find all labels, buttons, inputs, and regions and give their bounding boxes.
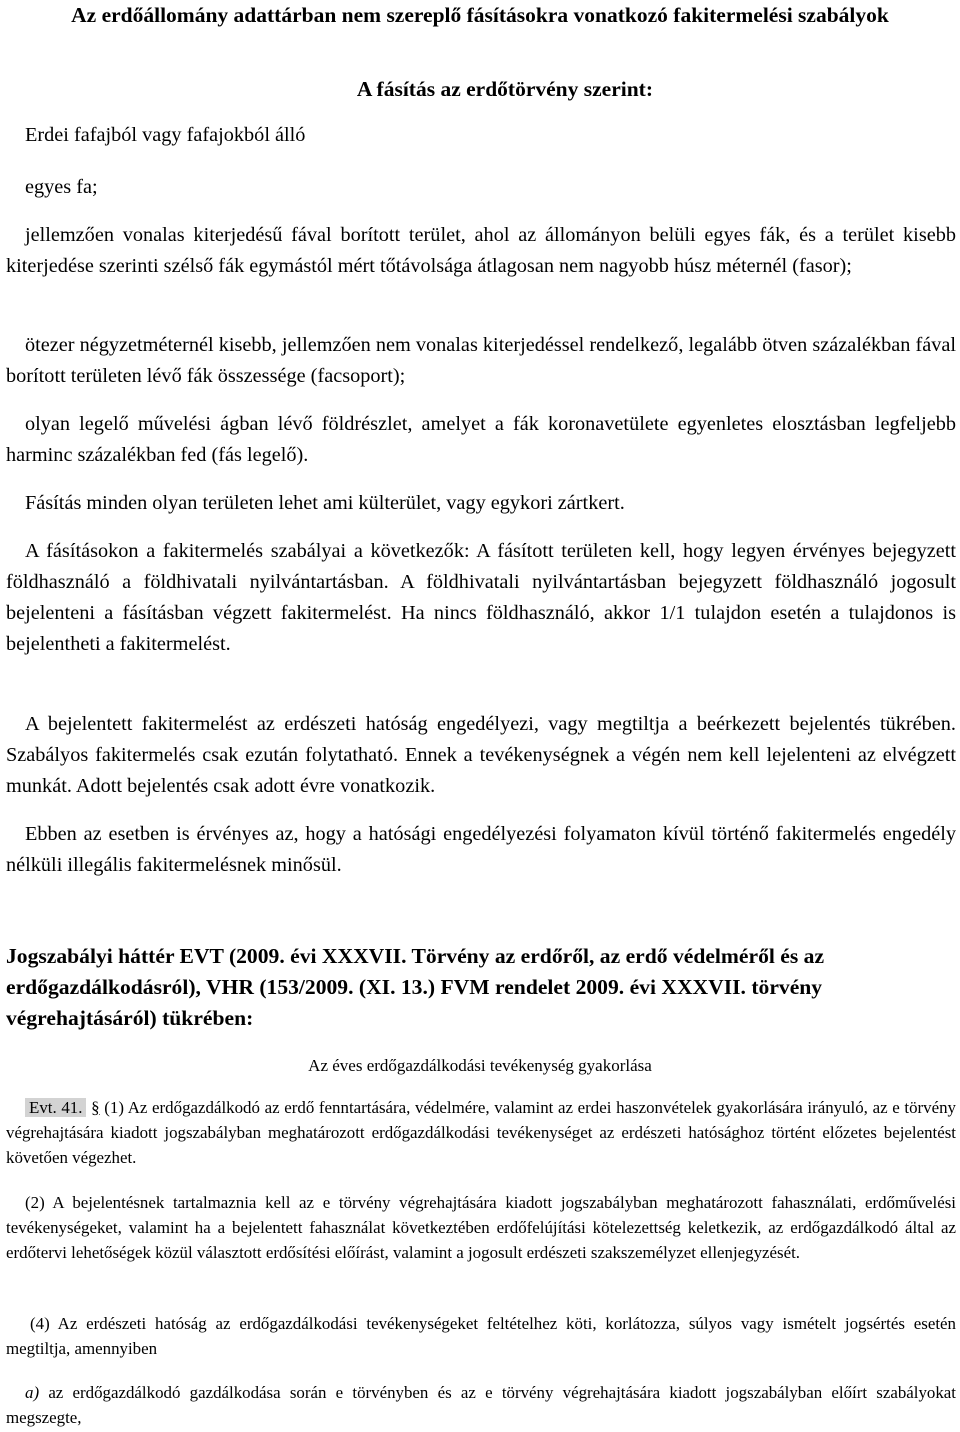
evt-section-label: Evt. 41.	[25, 1098, 86, 1117]
definition-wooded-pasture: olyan legelő művelési ágban lévő földrészlet, amelyet a fák koronavetülete egyenletes elosztásban legfeljebb harminc százalékban fed (fás legelő).	[6, 413, 956, 466]
definition-tree-group: ötezer négyzetméternél kisebb, jellemzően nem vonalas kiterjedéssel rendelkező, legalább ötven százalékban fával borított területen lévő fák összessége (facsoport);	[6, 334, 956, 387]
document-title: Az erdőállomány adattárban nem szereplő fásításokra vonatkozó fakitermelési szabályok	[71, 3, 889, 27]
paragraph-illegal-logging: Ebben az esetben is érvényes az, hogy a hatósági engedélyezési folyamaton kívül történő fakitermelés engedély nélküli illegális fakitermelésnek minősül.	[6, 823, 956, 876]
law-item-a	[6, 1381, 956, 1431]
annual-activity-caption: Az éves erdőgazdálkodási tevékenység gyakorlása	[308, 1056, 652, 1075]
definition-tree-row: jellemzően vonalas kiterjedésű fával borított terület, ahol az állományon belüli egyes fák, és a terület kisebb kiterjedése szerinti szélső fák egymástól mért tőtávolsága átlagosan nem nagyobb húsz méternél (fasor);	[6, 224, 956, 277]
definition-intro: Erdei fafajból vagy fafajokból álló	[25, 124, 306, 146]
law-item-a-text: az erdőgazdálkodó gazdálkodása során e törvényben és az e törvény végrehajtására kiadott jogszabályban előírt szabályokat megszegte,	[6, 1383, 956, 1427]
law-item-2: (2) A bejelentésnek tartalmaznia kell az e törvény végrehajtására kiadott jogszabályban meghatározott fahasználati, erdőművelési tevékenységeket, valamint ha a bejelentett fahasználat következtében erdőfelújítási kötelezettség keletkezik, az erdőgazdálkodó által az erdőtervi lehetőségek közül választott erdősítési előírást, valamint a jogosult erdészeti szakszemélyzet ellenjegyzését.	[6, 1193, 956, 1262]
paragraph-afforestation-areas: Fásítás minden olyan területen lehet ami külterület, vagy egykori zártkert.	[25, 492, 625, 514]
definition-single-tree: egyes fa;	[25, 176, 98, 198]
section-subtitle: A fásítás az erdőtörvény szerint:	[356, 77, 653, 101]
paragraph-authority-approval: A bejelentett fakitermelést az erdészeti hatóság engedélyezi, vagy megtiltja a beérkezett bejelentés tükrében. Szabályos fakitermelés csak ezután folytatható. Ennek a tevékenységnek a végén nem kell lejelenteni az elvégzett munkát. Adott bejelentés csak adott évre vonatkozik.	[6, 713, 956, 797]
law-item-4: (4) Az erdészeti hatóság az erdőgazdálkodási tevékenységeket feltételhez köti, korlátozza, súlyos vagy ismételt jogsértés esetén megtiltja, amennyiben	[6, 1314, 956, 1358]
legal-background-heading: Jogszabályi háttér EVT (2009. évi XXXVII. Törvény az erdőről, az erdő védelméről és az erdőgazdálkodásról), VHR (153/2009. (XI. 13.) FVM rendelet 2009. évi XXXVII. törvény végrehajtásáról) tükrében:	[6, 944, 825, 1030]
law-item-1-text: (1) Az erdőgazdálkodó az erdő fenntartására, védelmére, valamint az erdei haszonvételek gyakorlására irányuló, az e törvény végrehajtására kiadott jogszabályban meghatározott erdőgazdálkodási tevékenységet az erdészeti hatósághoz történt előzetes bejelentést követően végezhet.	[6, 1098, 956, 1167]
section-sign: §	[91, 1098, 100, 1117]
law-item-1	[6, 1096, 956, 1170]
paragraph-logging-rules: A fásításokon a fakitermelés szabályai a következők: A fásított területen kell, hogy legyen érvényes bejegyzett földhasználó a földhivatali nyilvántartásban. A földhivatali nyilvántartásban bejegyzett földhasználó jogosult bejelenteni a fásításban végzett fakitermelést. Ha nincs földhasználó, akkor 1/1 tulajdon esetén a tulajdonos is bejelentheti a fakitermelést.	[6, 540, 956, 655]
item-a-marker: a)	[25, 1383, 40, 1402]
